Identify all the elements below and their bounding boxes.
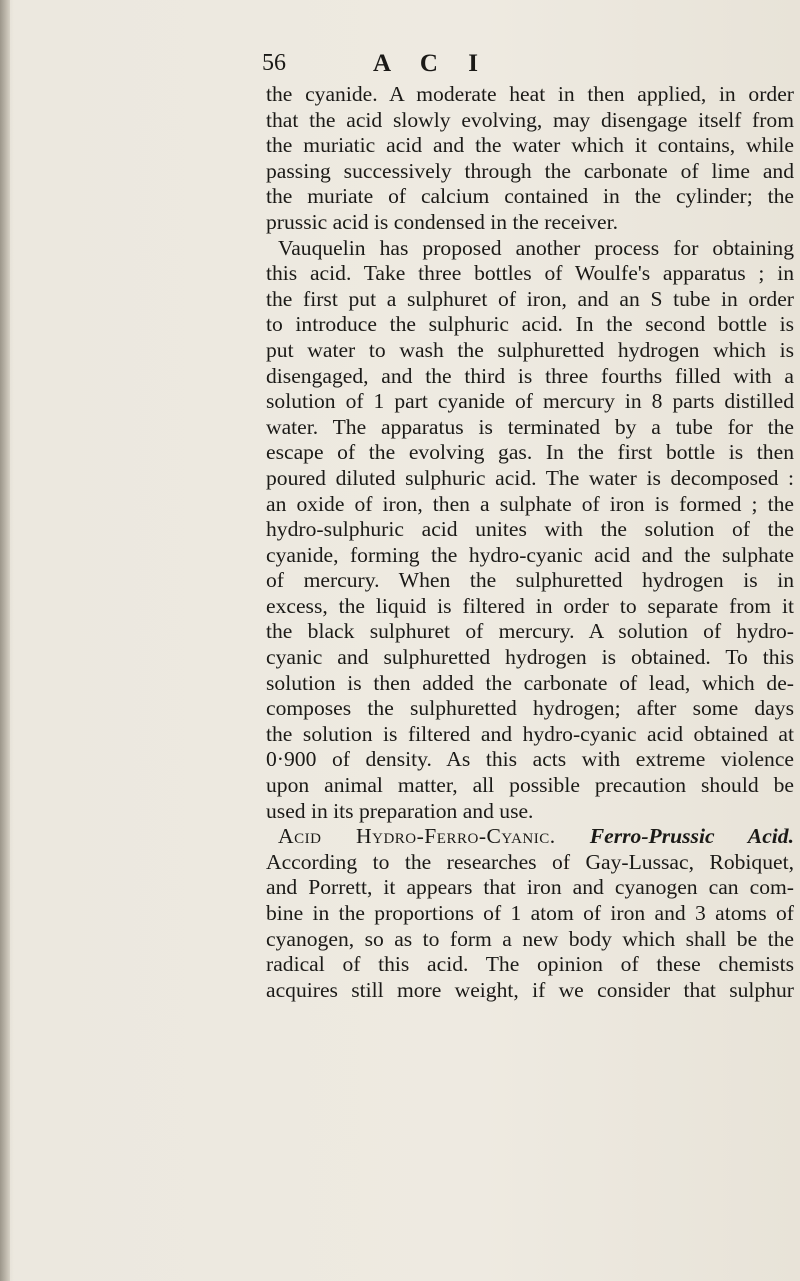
text-line: acquires still more weight, if we consider that sulphur [266,977,794,1002]
text-line: this acid. Take three bottles of Woulfe's apparatus ; in [266,261,794,286]
text-line: According to the researches of Gay-Lussac, Robiquet, [266,849,794,874]
text-line: passing successively through the carbonate of lime and [266,158,794,183]
entry-label: Acid Hydro-Ferro-Cyanic. [278,824,556,849]
text-line: bine in the proportions of 1 atom of iron and 3 atoms of [266,901,794,925]
text-line: cyanogen, so as to form a new body which shall be the [266,926,794,951]
running-head: A C I [373,50,490,77]
text-line: disengaged, and the third is three fourths filled with a [266,363,794,388]
page-binding-edge [0,0,10,1281]
text-line: the muriate of calcium contained in the cylinder; the [266,184,794,209]
text-line: that the acid slowly evolving, may disengage itself from [266,107,794,132]
text-line: an oxide of iron, then a sulphate of iron is formed ; the [266,491,794,516]
text-line: cyanide, forming the hydro-cyanic acid and the sulphate [266,542,794,567]
text-line: solution is then added the carbonate of lead, which de- [266,670,794,695]
entry-heading-line [266,824,794,850]
text-line: of mercury. When the sulphuretted hydrogen is in [266,568,794,593]
text-line: the first put a sulphuret of iron, and an S tube in order [266,286,794,311]
text-line: poured diluted sulphuric acid. The water is decomposed : [266,465,794,490]
text-line: the muriatic acid and the water which it contains, while [266,133,794,158]
text-line: the black sulphuret of mercury. A solution of hydro- [266,619,794,644]
text-line: and Porrett, it appears that iron and cyanogen can com- [266,875,794,900]
text-line: to introduce the sulphuric acid. In the second bottle is [266,312,794,337]
body-text [266,82,794,1003]
text-line: the cyanide. A moderate heat in then applied, in order [266,82,794,106]
text-line: solution of 1 part cyanide of mercury in 8 parts distilled [266,389,794,414]
page-number: 56 [262,50,286,76]
text-line: the solution is filtered and hydro-cyanic acid obtained at [266,721,794,746]
text-line: escape of the evolving gas. In the first bottle is then [266,440,794,465]
text-line: 0·900 of density. As this acts with extreme violence [266,747,794,772]
text-line: hydro-sulphuric acid unites with the solution of the [266,517,794,542]
text-line: water. The apparatus is terminated by a tube for the [266,414,794,439]
text-line: radical of this acid. The opinion of these chemists [266,952,794,977]
text-line: put water to wash the sulphuretted hydrogen which is [266,337,794,362]
text-line: used in its preparation and use. [266,798,534,823]
text-line: Vauquelin has proposed another process for obtaining [278,235,794,260]
text-line: upon animal matter, all possible precaution should be [266,773,794,798]
text-line: excess, the liquid is filtered in order to separate from it [266,593,794,618]
entry-italic-title: Ferro-Prussic Acid. [589,824,794,849]
text-line: cyanic and sulphuretted hydrogen is obtained. To this [266,645,794,670]
text-line: prussic acid is condensed in the receiver. [266,209,618,234]
text-line: composes the sulphuretted hydrogen; after some days [266,696,794,721]
